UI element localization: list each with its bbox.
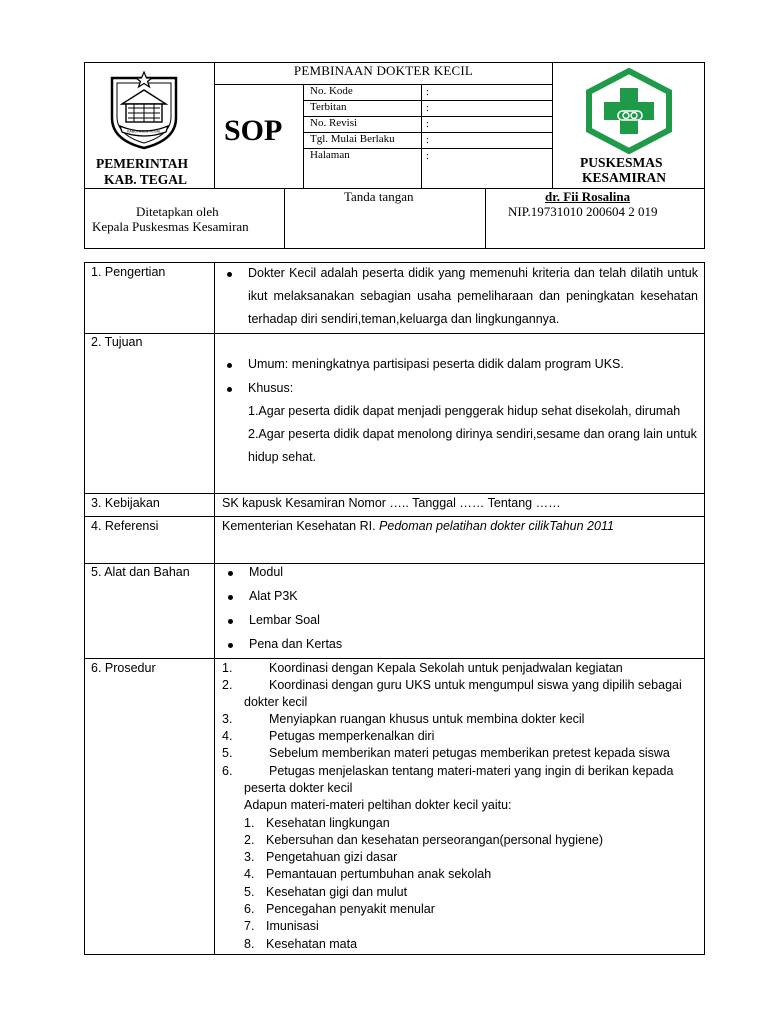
bullet-icon	[227, 363, 232, 368]
materi-num-4: 4.	[244, 867, 255, 881]
referensi-text	[222, 519, 614, 533]
materi-item-6: Pencegahan penyakit menular	[266, 902, 435, 916]
gov-name-line1: PEMERINTAH	[96, 156, 189, 171]
logo-ribbon-text: KABUPATEN TEGAL	[127, 129, 161, 134]
kebijakan-text: SK kapusk Kesamiran Nomor ….. Tanggal …… Tentang ……	[222, 496, 561, 510]
materi-num-1: 1.	[244, 816, 255, 830]
meta-value-halaman: :	[426, 150, 430, 162]
label-kebijakan: 3. Kebijakan	[91, 496, 160, 510]
signature-label: Tanda tangan	[344, 189, 414, 204]
label-alat-bahan: 5. Alat dan Bahan	[91, 565, 190, 579]
tujuan-khusus-2a: 2.Agar peserta didik dapat menolong dirinya sendiri,sesame dan orang lain untuk	[248, 427, 697, 441]
org-name-line1: PUSKESMAS	[580, 155, 663, 170]
meta-label-kode: No. Kode	[310, 85, 353, 97]
bullet-icon	[228, 571, 233, 576]
materi-num-3: 3.	[244, 850, 255, 864]
meta-label-terbitan: Terbitan	[310, 101, 347, 113]
pengertian-line3: terhadap diri sendiri,teman,keluarga dan lingkungannya.	[248, 312, 560, 326]
alat-item-4: Pena dan Kertas	[249, 637, 343, 651]
prosedur-step-3: Menyiapkan ruangan khusus untuk membina dokter kecil	[269, 712, 585, 726]
bullet-icon	[228, 643, 233, 648]
pengertian-line1: Dokter Kecil adalah peserta didik yang memenuhi kriteria dan telah dilatih untuk	[248, 266, 698, 280]
bullet-icon	[227, 387, 232, 392]
approval-line2: Kepala Puskesmas Kesamiran	[92, 219, 249, 234]
alat-item-2: Alat P3K	[249, 589, 298, 603]
signer-name: dr. Fii Rosalina	[545, 189, 631, 204]
materi-item-2: Kebersuhan dan kesehatan perseorangan(personal hygiene)	[266, 833, 604, 847]
meta-label-revisi: No. Revisi	[310, 117, 358, 129]
tujuan-khusus-2b: hidup sehat.	[248, 450, 317, 464]
prosedur-num-4: 4.	[222, 729, 233, 743]
prosedur-step-4: Petugas memperkenalkan diri	[269, 729, 435, 743]
materi-num-7: 7.	[244, 919, 255, 933]
bullet-icon	[228, 595, 233, 600]
meta-value-terbitan: :	[426, 102, 430, 114]
materi-num-2: 2.	[244, 833, 255, 847]
prosedur-num-2: 2.	[222, 678, 233, 692]
materi-intro: Adapun materi-materi peltihan dokter kecil yaitu:	[244, 798, 512, 812]
tujuan-khusus-1: 1.Agar peserta didik dapat menjadi penggerak hidup sehat disekolah, dirumah	[248, 404, 681, 418]
prosedur-step-6-cont: peserta dokter kecil	[244, 781, 353, 795]
sop-label: SOP	[224, 114, 283, 147]
materi-item-7: Imunisasi	[266, 919, 319, 933]
org-name-line2: KESAMIRAN	[582, 170, 667, 185]
materi-item-4: Pemantauan pertumbuhan anak sekolah	[266, 867, 492, 881]
referensi-plain: Kementerian Kesehatan RI.	[222, 519, 380, 533]
meta-value-tgl: :	[426, 134, 430, 146]
materi-num-6: 6.	[244, 902, 255, 916]
meta-value-revisi: :	[426, 118, 430, 130]
materi-item-3: Pengetahuan gizi dasar	[266, 850, 398, 864]
kabupaten-tegal-emblem	[104, 70, 184, 152]
prosedur-num-3: 3.	[222, 712, 233, 726]
bullet-icon	[228, 619, 233, 624]
bullet-icon	[227, 272, 232, 277]
materi-item-5: Kesehatan gigi dan mulut	[266, 885, 408, 899]
materi-item-1: Kesehatan lingkungan	[266, 816, 390, 830]
label-prosedur: 6. Prosedur	[91, 661, 156, 675]
prosedur-step-2-cont: dokter kecil	[244, 695, 308, 709]
gov-name-line2: KAB. TEGAL	[104, 172, 188, 187]
prosedur-step-6: Petugas menjelaskan tentang materi-materi yang ingin di berikan kepada	[269, 764, 674, 778]
label-tujuan: 2. Tujuan	[91, 335, 143, 349]
alat-item-3: Lembar Soal	[249, 613, 320, 627]
prosedur-step-2: Koordinasi dengan guru UKS untuk mengumpul siswa yang dipilih sebagai	[269, 678, 682, 692]
prosedur-num-6: 6.	[222, 764, 233, 778]
materi-num-8: 8.	[244, 937, 255, 951]
tujuan-khusus: Khusus:	[248, 381, 294, 395]
page-title: PEMBINAAN DOKTER KECIL	[293, 63, 474, 78]
label-referensi: 4. Referensi	[91, 519, 159, 533]
meta-label-tgl: Tgl. Mulai Berlaku	[310, 133, 395, 145]
prosedur-step-5: Sebelum memberikan materi petugas memberikan pretest kepada siswa	[269, 746, 670, 760]
alat-item-1: Modul	[249, 565, 284, 579]
referensi-italic: Pedoman pelatihan dokter cilikTahun 2011	[379, 519, 614, 533]
signer-nip: NIP.19731010 200604 2 019	[508, 204, 658, 219]
materi-item-8: Kesehatan mata	[266, 937, 358, 951]
prosedur-num-5: 5.	[222, 746, 233, 760]
prosedur-step-1: Koordinasi dengan Kepala Sekolah untuk penjadwalan kegiatan	[269, 661, 623, 675]
pengertian-line2: ikut melaksanakan sebagian usaha pemeliharaan dan peningkatan kesehatan	[248, 289, 698, 303]
tujuan-umum: Umum: meningkatnya partisipasi peserta didik dalam program UKS.	[248, 357, 624, 371]
prosedur-num-1: 1.	[222, 661, 233, 675]
meta-label-halaman: Halaman	[310, 149, 350, 161]
meta-value-kode: :	[426, 86, 430, 98]
label-pengertian: 1. Pengertian	[91, 265, 166, 279]
approval-line1: Ditetapkan oleh	[136, 204, 219, 219]
materi-num-5: 5.	[244, 885, 255, 899]
puskesmas-logo-icon	[584, 68, 674, 154]
